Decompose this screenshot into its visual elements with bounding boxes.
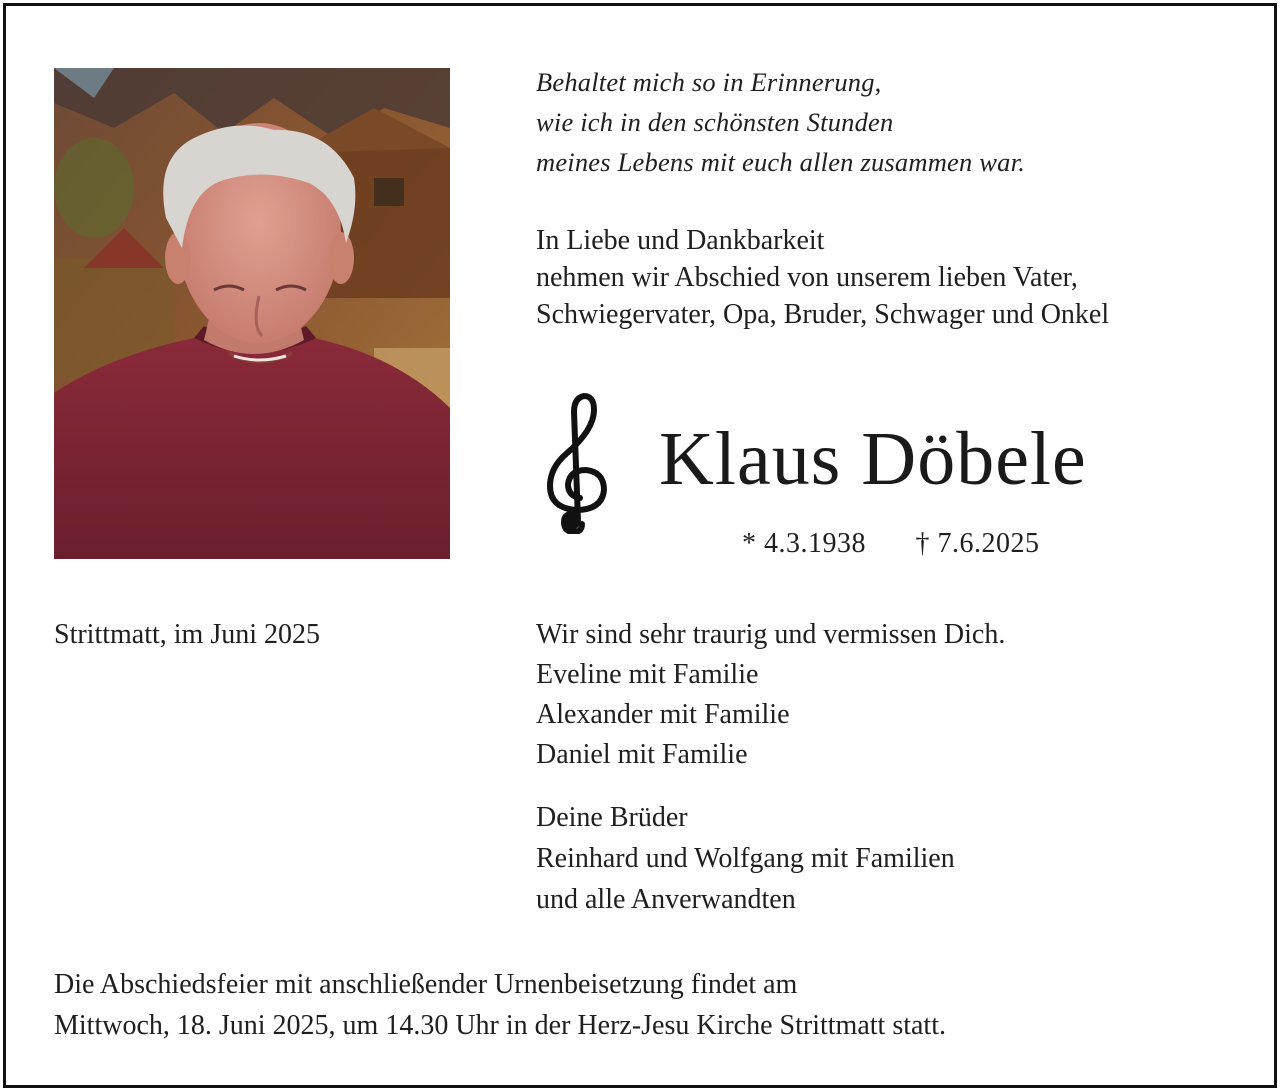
farewell-intro — [536, 222, 1109, 333]
brothers-line: Reinhard und Wolfgang mit Familien — [536, 843, 955, 874]
intro-line: nehmen wir Abschied von unserem lieben Vater, — [536, 262, 1078, 293]
mourner-line: Daniel mit Familie — [536, 739, 748, 770]
quote-line: wie ich in den schönsten Stunden — [536, 107, 894, 137]
mourner-line: Alexander mit Familie — [536, 699, 790, 730]
treble-clef-icon — [544, 392, 614, 534]
quote-line: meines Lebens mit euch allen zusammen war. — [536, 147, 1026, 177]
brothers-line: Deine Brüder — [536, 802, 688, 833]
mourner-line: Eveline mit Familie — [536, 659, 759, 690]
mourner-line: Wir sind sehr traurig und vermissen Dich. — [536, 619, 1006, 650]
life-dates — [742, 524, 1040, 564]
brothers-line: und alle Anverwandten — [536, 884, 796, 915]
ceremony-line: Die Abschiedsfeier mit anschließender Urnenbeisetzung findet am — [54, 969, 798, 1000]
place-and-date: Strittmatt, im Juni 2025 — [54, 619, 321, 650]
birth-date: * 4.3.1938 — [742, 528, 866, 559]
ceremony-info — [54, 964, 946, 1046]
mourners-list — [536, 615, 1005, 775]
brothers-list — [536, 797, 955, 920]
ceremony-line: Mittwoch, 18. Juni 2025, um 14.30 Uhr in der Herz-Jesu Kirche Strittmatt statt. — [54, 1010, 946, 1041]
quote-line: Behaltet mich so in Erinnerung, — [536, 67, 882, 97]
intro-line: In Liebe und Dankbarkeit — [536, 225, 825, 256]
memorial-quote — [536, 62, 1025, 182]
intro-line: Schwiegervater, Opa, Bruder, Schwager und Onkel — [536, 299, 1110, 330]
portrait-photo — [54, 68, 450, 559]
obituary-notice — [3, 3, 1277, 1088]
deceased-name: Klaus Döbele — [659, 417, 1087, 501]
death-date: † 7.6.2025 — [915, 528, 1040, 559]
